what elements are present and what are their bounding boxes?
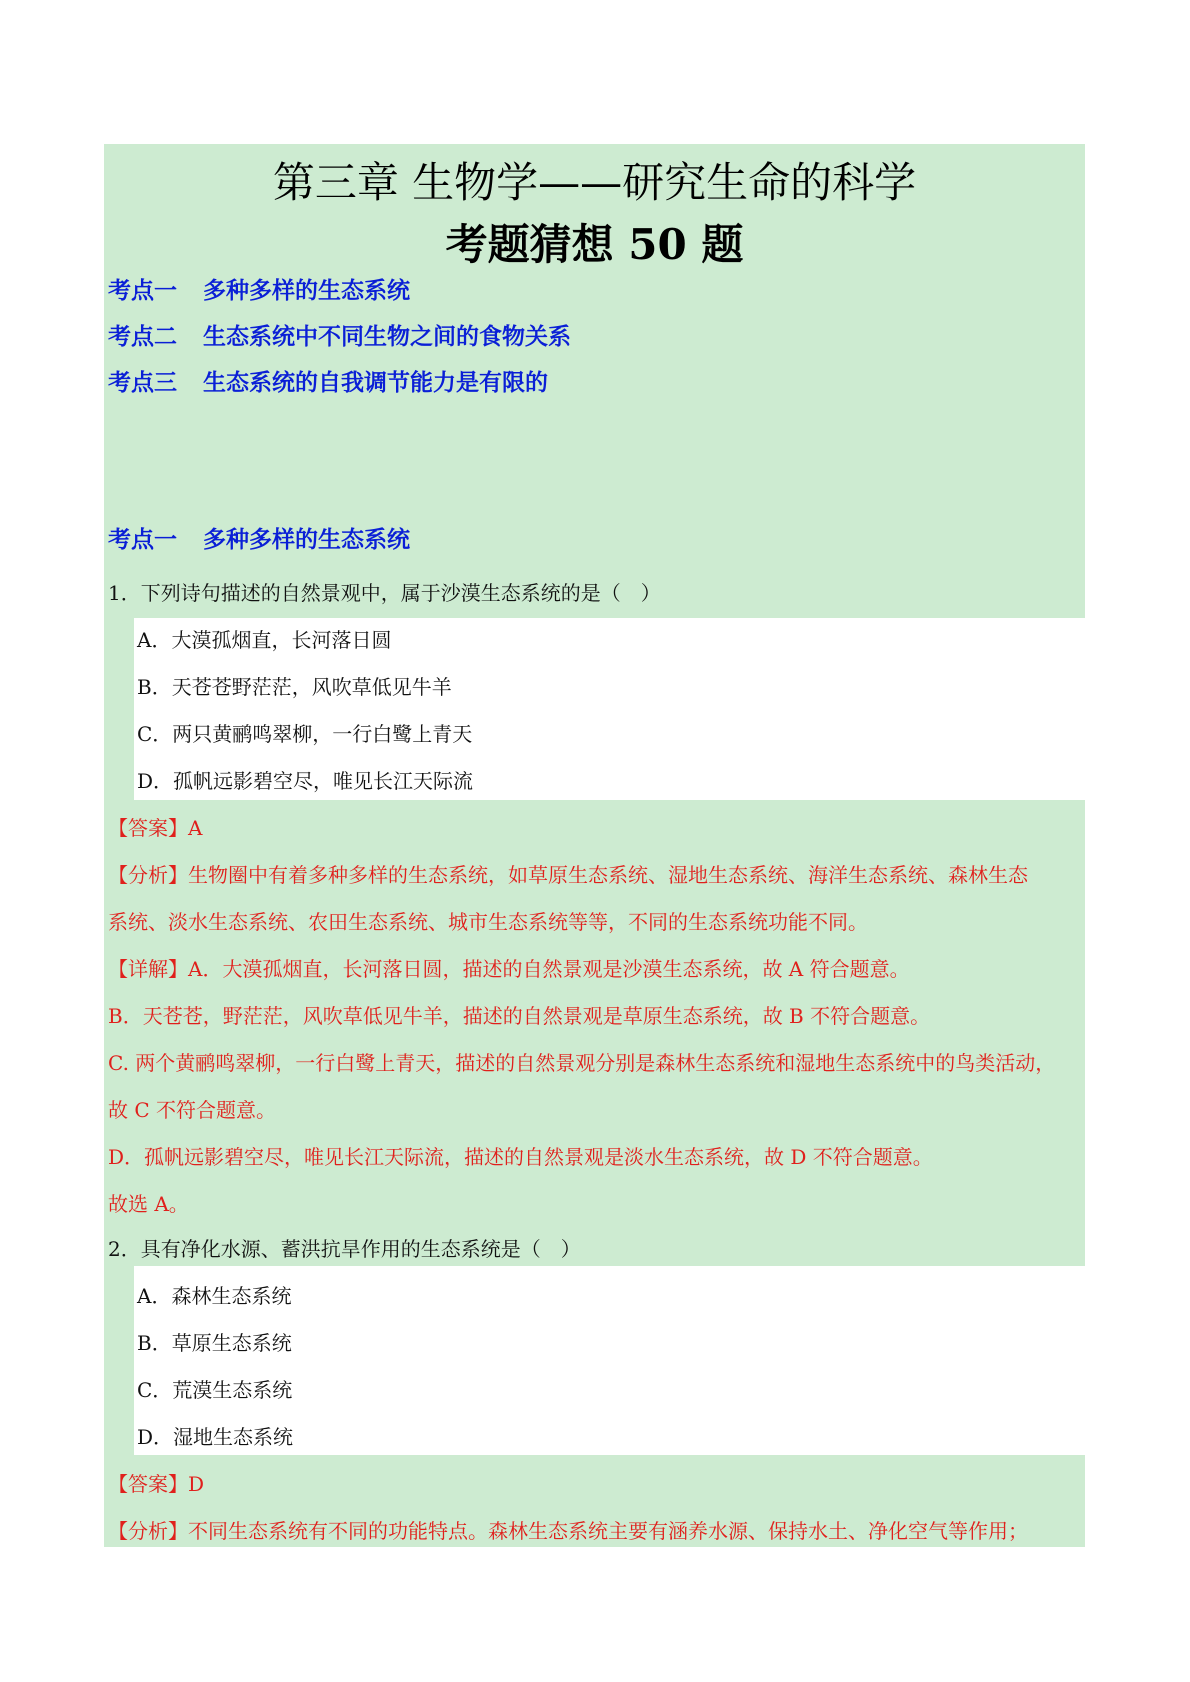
highlight-block-q1-options [104, 612, 134, 802]
question-1-detail-line-5: D．孤帆远影碧空尽，唯见长江天际流，描述的自然景观是淡水生态系统，故 D 不符合题意。 [108, 1145, 933, 1169]
highlight-block-q2-options [104, 1265, 134, 1455]
question-2-option-d: D．湿地生态系统 [137, 1425, 294, 1449]
toc-item-1 [108, 272, 410, 305]
question-1-answer: 【答案】A [108, 816, 203, 840]
page-subtitle: 考题猜想 50 题 [445, 220, 744, 269]
question-1-analysis-line-2: 系统、淡水生态系统、农田生态系统、城市生态系统等等，不同的生态系统功能不同。 [108, 910, 868, 934]
toc-item-text: 多种多样的生态系统 [203, 277, 410, 304]
question-1-option-a: A．大漠孤烟直，长河落日圆 [137, 628, 392, 652]
question-1-analysis-line-1: 【分析】生物圈中有着多种多样的生态系统，如草原生态系统、湿地生态系统、海洋生态系统、森林生态 [108, 863, 1028, 887]
question-2-stem: 2．具有净化水源、蓄洪抗旱作用的生态系统是（ ） [108, 1237, 581, 1261]
toc-item-label: 考点二 [108, 323, 177, 350]
question-1-stem: 1．下列诗句描述的自然景观中，属于沙漠生态系统的是（ ） [108, 581, 661, 605]
question-1-detail-line-2: B．天苍苍，野茫茫，风吹草低见牛羊，描述的自然景观是草原生态系统，故 B 不符合题意。 [108, 1004, 931, 1028]
question-1-option-d: D．孤帆远影碧空尽，唯见长江天际流 [137, 769, 474, 793]
toc-item-label: 考点一 [108, 277, 177, 304]
section-heading [108, 521, 410, 554]
toc-item-label: 考点三 [108, 369, 177, 396]
toc-item-text: 生态系统的自我调节能力是有限的 [203, 369, 548, 396]
question-2-option-a: A．森林生态系统 [137, 1284, 292, 1308]
question-1-detail-line-3: C. 两个黄鹂鸣翠柳，一行白鹭上青天，描述的自然景观分别是森林生态系统和湿地生态系统中的鸟类活动， [108, 1051, 1056, 1075]
toc-item-3 [108, 364, 548, 397]
question-1-option-c: C．两只黄鹂鸣翠柳，一行白鹭上青天 [137, 722, 473, 746]
section-heading-text: 多种多样的生态系统 [203, 526, 410, 553]
question-1-detail-line-1: 【详解】A．大漠孤烟直，长河落日圆，描述的自然景观是沙漠生态系统，故 A 符合题意。 [108, 957, 910, 981]
question-2-analysis-line-1: 【分析】不同生态系统有不同的功能特点。森林生态系统主要有涵养水源、保持水土、净化空气等作用； [108, 1519, 1028, 1543]
question-1-option-b: B．天苍苍野茫茫，风吹草低见牛羊 [137, 675, 452, 699]
question-2-option-c: C．荒漠生态系统 [137, 1378, 293, 1402]
question-2-option-b: B．草原生态系统 [137, 1331, 292, 1355]
question-2-answer: 【答案】D [108, 1472, 205, 1496]
section-heading-label: 考点一 [108, 526, 177, 553]
question-1-detail-line-4: 故 C 不符合题意。 [108, 1098, 277, 1122]
page-title: 第三章 生物学——研究生命的科学 [272, 158, 917, 207]
question-1-conclusion: 故选 A。 [108, 1192, 189, 1216]
toc-item-2 [108, 318, 571, 351]
toc-item-text: 生态系统中不同生物之间的食物关系 [203, 323, 571, 350]
